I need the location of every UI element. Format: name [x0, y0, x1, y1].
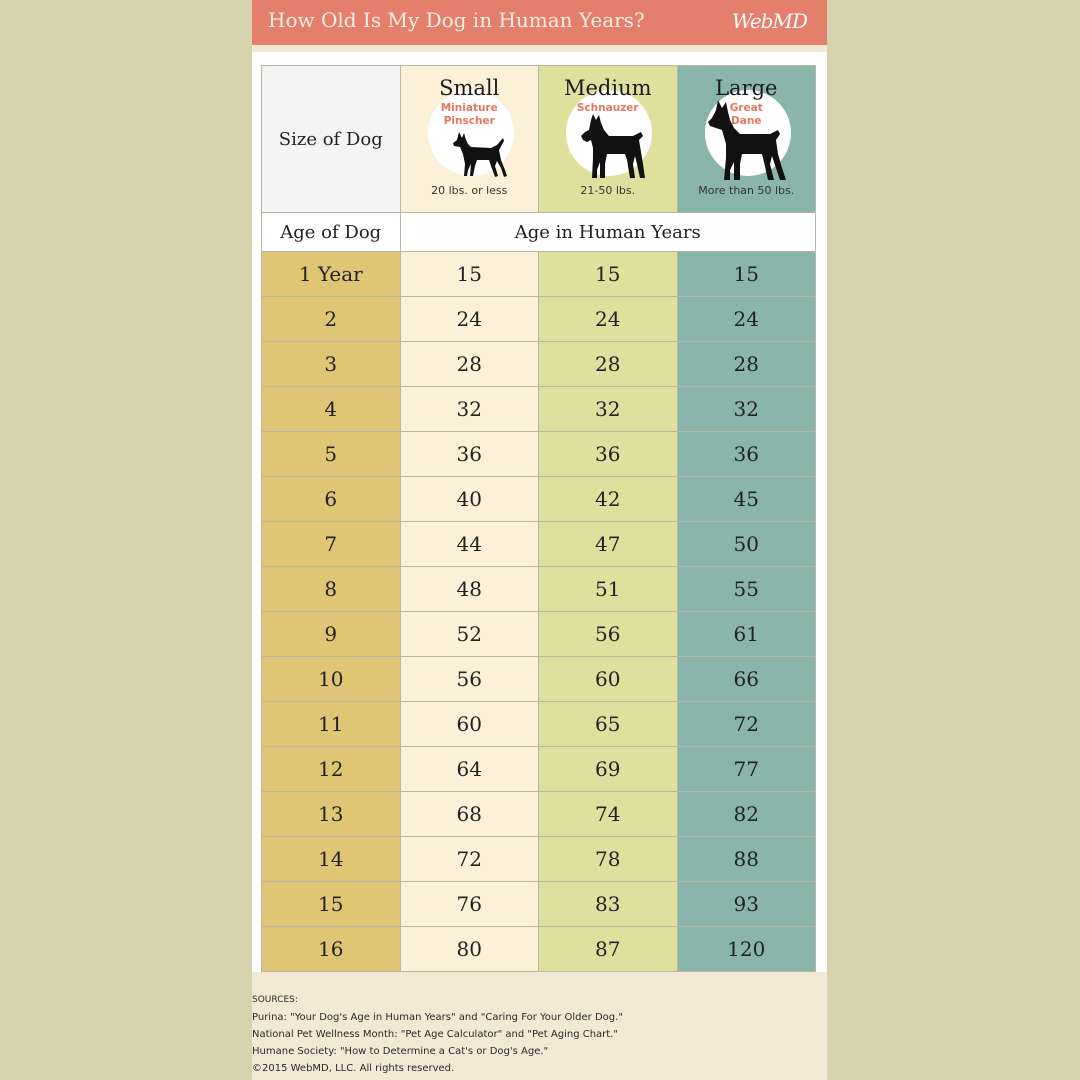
dog-age-cell: 7	[262, 522, 401, 567]
table-row	[262, 387, 816, 432]
large-human-age-cell: 61	[677, 612, 816, 657]
small-human-age-cell: 40	[400, 477, 539, 522]
medium-human-age-cell: 74	[539, 792, 678, 837]
large-human-age-cell: 66	[677, 657, 816, 702]
dog-age-cell: 11	[262, 702, 401, 747]
sources-block	[252, 992, 827, 1077]
size-large-weight: More than 50 lbs.	[698, 184, 795, 197]
medium-human-age-cell: 32	[539, 387, 678, 432]
large-human-age-cell: 32	[677, 387, 816, 432]
size-medium-weight: 21-50 lbs.	[580, 184, 636, 197]
small-human-age-cell: 76	[400, 882, 539, 927]
table-row	[262, 567, 816, 612]
large-human-age-cell: 45	[677, 477, 816, 522]
small-human-age-cell: 60	[400, 702, 539, 747]
small-human-age-cell: 24	[400, 297, 539, 342]
small-human-age-cell: 68	[400, 792, 539, 837]
table-row	[262, 432, 816, 477]
large-human-age-cell: 50	[677, 522, 816, 567]
source-line: Purina: "Your Dog's Age in Human Years" and "Caring For Your Older Dog."	[252, 1012, 623, 1023]
great-dane-icon	[708, 98, 794, 184]
table-row	[262, 747, 816, 792]
table-row	[262, 252, 816, 297]
dog-age-cell: 15	[262, 882, 401, 927]
breed-line: Dane	[731, 115, 762, 127]
schnauzer-icon	[581, 114, 653, 184]
breed-line: Schnauzer	[576, 102, 639, 114]
table-panel	[252, 52, 827, 972]
medium-human-age-cell: 87	[539, 927, 678, 972]
size-of-dog-label: Size of Dog	[262, 66, 401, 213]
size-large-header	[677, 66, 816, 213]
dog-age-cell: 3	[262, 342, 401, 387]
dog-age-cell: 4	[262, 387, 401, 432]
webmd-logo: WebMD	[731, 9, 807, 33]
medium-human-age-cell: 51	[539, 567, 678, 612]
medium-human-age-cell: 42	[539, 477, 678, 522]
large-human-age-cell: 24	[677, 297, 816, 342]
dog-age-cell: 5	[262, 432, 401, 477]
small-human-age-cell: 32	[400, 387, 539, 432]
medium-human-age-cell: 60	[539, 657, 678, 702]
table-row	[262, 297, 816, 342]
source-line: Humane Society: "How to Determine a Cat's or Dog's Age."	[252, 1046, 549, 1057]
dog-age-cell: 16	[262, 927, 401, 972]
table-row	[262, 837, 816, 882]
small-human-age-cell: 44	[400, 522, 539, 567]
medium-human-age-cell: 28	[539, 342, 678, 387]
dog-age-cell: 6	[262, 477, 401, 522]
medium-human-age-cell: 69	[539, 747, 678, 792]
large-human-age-cell: 77	[677, 747, 816, 792]
header-bar	[252, 0, 827, 45]
size-header-row	[262, 66, 816, 213]
large-human-age-cell: 72	[677, 702, 816, 747]
dog-age-cell: 12	[262, 747, 401, 792]
dog-age-cell: 10	[262, 657, 401, 702]
size-medium-title: Medium	[563, 76, 652, 100]
large-human-age-cell: 120	[677, 927, 816, 972]
source-line: National Pet Wellness Month: "Pet Age Calculator" and "Pet Aging Chart."	[252, 1029, 618, 1040]
breed-line: Miniature	[440, 102, 498, 114]
table-row	[262, 612, 816, 657]
size-large-title: Large	[715, 76, 778, 100]
size-small-weight: 20 lbs. or less	[431, 184, 508, 197]
dog-age-cell: 2	[262, 297, 401, 342]
small-human-age-cell: 64	[400, 747, 539, 792]
small-human-age-cell: 36	[400, 432, 539, 477]
medium-human-age-cell: 56	[539, 612, 678, 657]
copyright-line: ©2015 WebMD, LLC. All rights reserved.	[252, 1063, 455, 1074]
dog-age-cell: 8	[262, 567, 401, 612]
medium-human-age-cell: 36	[539, 432, 678, 477]
large-human-age-cell: 36	[677, 432, 816, 477]
size-medium-header	[539, 66, 678, 213]
size-small-title: Small	[439, 76, 500, 100]
large-human-age-cell: 15	[677, 252, 816, 297]
small-human-age-cell: 80	[400, 927, 539, 972]
table-row	[262, 882, 816, 927]
large-human-age-cell: 93	[677, 882, 816, 927]
table-row	[262, 657, 816, 702]
dog-age-cell: 1 Year	[262, 252, 401, 297]
small-human-age-cell: 56	[400, 657, 539, 702]
table-row	[262, 792, 816, 837]
table-row	[262, 927, 816, 972]
dog-age-cell: 13	[262, 792, 401, 837]
medium-human-age-cell: 24	[539, 297, 678, 342]
breed-line: Pinscher	[443, 115, 495, 127]
sources-heading: SOURCES:	[252, 995, 298, 1005]
small-human-age-cell: 72	[400, 837, 539, 882]
size-small-header	[400, 66, 539, 213]
medium-human-age-cell: 15	[539, 252, 678, 297]
size-small-breed	[401, 102, 539, 128]
medium-human-age-cell: 78	[539, 837, 678, 882]
miniature-pinscher-icon	[451, 130, 513, 182]
table-row	[262, 522, 816, 567]
table-row	[262, 342, 816, 387]
small-human-age-cell: 48	[400, 567, 539, 612]
table-row	[262, 702, 816, 747]
medium-human-age-cell: 83	[539, 882, 678, 927]
large-human-age-cell: 82	[677, 792, 816, 837]
breed-line: Great	[729, 102, 763, 114]
small-human-age-cell: 15	[400, 252, 539, 297]
large-human-age-cell: 88	[677, 837, 816, 882]
subheader-row	[262, 213, 816, 252]
medium-human-age-cell: 65	[539, 702, 678, 747]
medium-human-age-cell: 47	[539, 522, 678, 567]
dog-age-table	[261, 65, 816, 972]
large-human-age-cell: 55	[677, 567, 816, 612]
small-human-age-cell: 28	[400, 342, 539, 387]
dog-age-cell: 9	[262, 612, 401, 657]
small-human-age-cell: 52	[400, 612, 539, 657]
page-title: How Old Is My Dog in Human Years?	[268, 8, 645, 32]
infographic-card	[252, 0, 827, 1080]
age-in-human-years-label: Age in Human Years	[400, 213, 816, 252]
table-row	[262, 477, 816, 522]
large-human-age-cell: 28	[677, 342, 816, 387]
age-of-dog-label: Age of Dog	[262, 213, 401, 252]
dog-age-cell: 14	[262, 837, 401, 882]
